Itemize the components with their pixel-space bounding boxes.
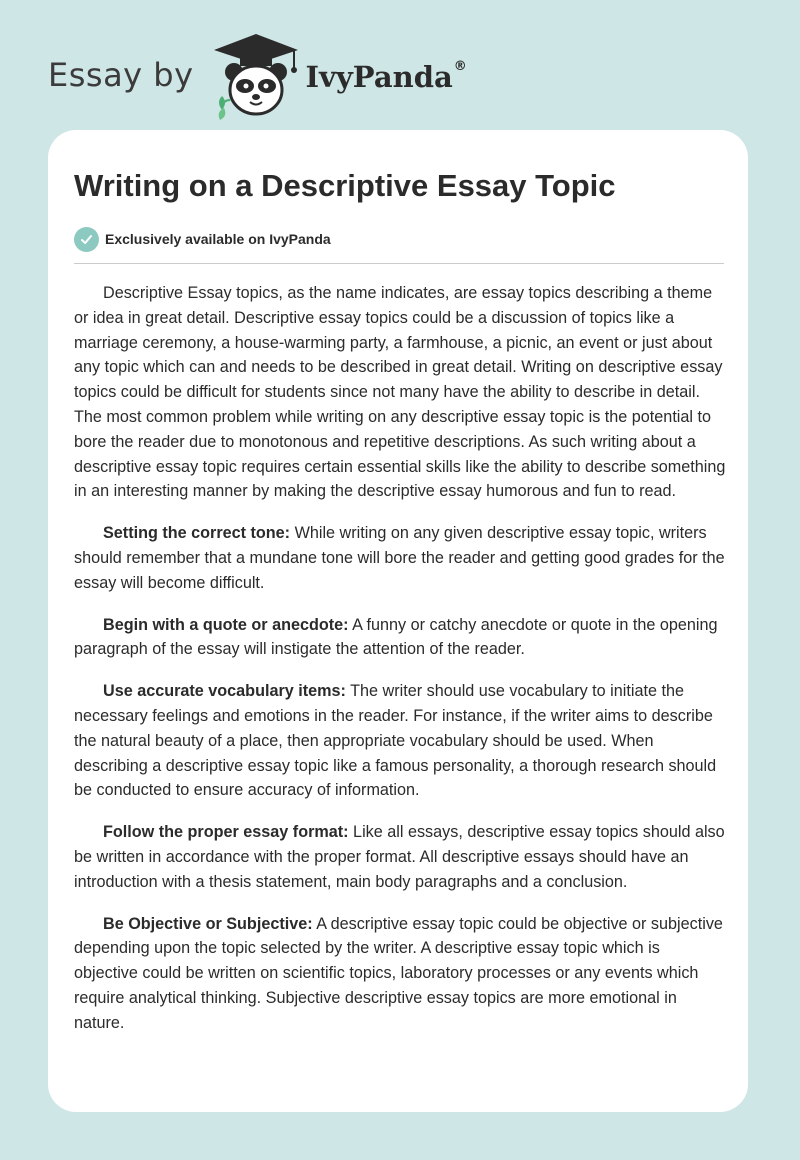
divider [74, 263, 724, 264]
tip-heading: Be Objective or Subjective: [103, 914, 313, 933]
tip-text: While writing on any given descriptive essay topic, writers should remember that a mundane tone will bore the reader and getting good grades for the essay will become difficult. [74, 524, 725, 592]
brand-name[interactable]: IvyPanda® [305, 59, 467, 94]
tip-text: The writer should use vocabulary to initiate the necessary feelings and emotions in the reader. For instance, if the writer aims to describe the natural beauty of a place, then appropriate vocabulary should be used. When describing a descriptive essay topic like a famous personality, a thorough research should be conducted to ensure accuracy of information. [74, 682, 717, 800]
tip-paragraph-quote [74, 613, 726, 663]
exclusive-text: Exclusively available on IvyPanda [105, 231, 331, 247]
tip-text: Like all essays, descriptive essay topics should also be written in accordance with the proper format. All descriptive essays should have an introduction with a thesis statement, main body paragraphs and a conclusion. [74, 823, 725, 891]
tip-text: A descriptive essay topic could be objective or subjective depending upon the topic selected by the writer. A descriptive essay topic which is objective could be written on scientific topics, laboratory processes or any events which require analytical thinking. Subjective descriptive essay topics are more emotional in nature. [74, 914, 723, 1032]
registered-mark: ® [453, 59, 467, 75]
tip-paragraph-vocabulary [74, 679, 726, 803]
exclusive-badge [74, 225, 722, 253]
essay-by-label: Essay by [48, 56, 194, 94]
tip-heading: Begin with a quote or anecdote: [103, 615, 349, 634]
ivypanda-logo-icon[interactable] [210, 30, 302, 120]
essay-card [48, 130, 748, 1112]
tip-heading: Use accurate vocabulary items: [103, 682, 346, 701]
site-header [48, 30, 467, 120]
intro-paragraph: Descriptive Essay topics, as the name indicates, are essay topics describing a theme or idea in great detail. Descriptive essay topics could be a discussion of topics like a marriage ceremony, a house-warming party, a farmhouse, a picnic, an event or just about any topic which can and needs to be described in great detail. Writing on descriptive essay topics could be difficult for students since not many have the ability to describe in detail. The most common problem while writing on any descriptive essay topic is the potential to bore the reader due to monotonous and repetitive descriptions. As such writing about a descriptive essay topic requires certain essential skills like the ability to describe something in an interesting manner by making the descriptive essay humorous and fun to read. [74, 284, 726, 501]
tip-text: A funny or catchy anecdote or quote in the opening paragraph of the essay will instigate the attention of the reader. [74, 615, 718, 659]
tip-heading: Follow the proper essay format: [103, 823, 349, 842]
tip-paragraph-tone [74, 521, 726, 595]
check-icon [74, 227, 99, 252]
tip-paragraph-objective [74, 912, 726, 1036]
tip-heading: Setting the correct tone: [103, 524, 291, 543]
page-title: Writing on a Descriptive Essay Topic [74, 168, 616, 203]
tip-paragraph-format [74, 820, 726, 894]
